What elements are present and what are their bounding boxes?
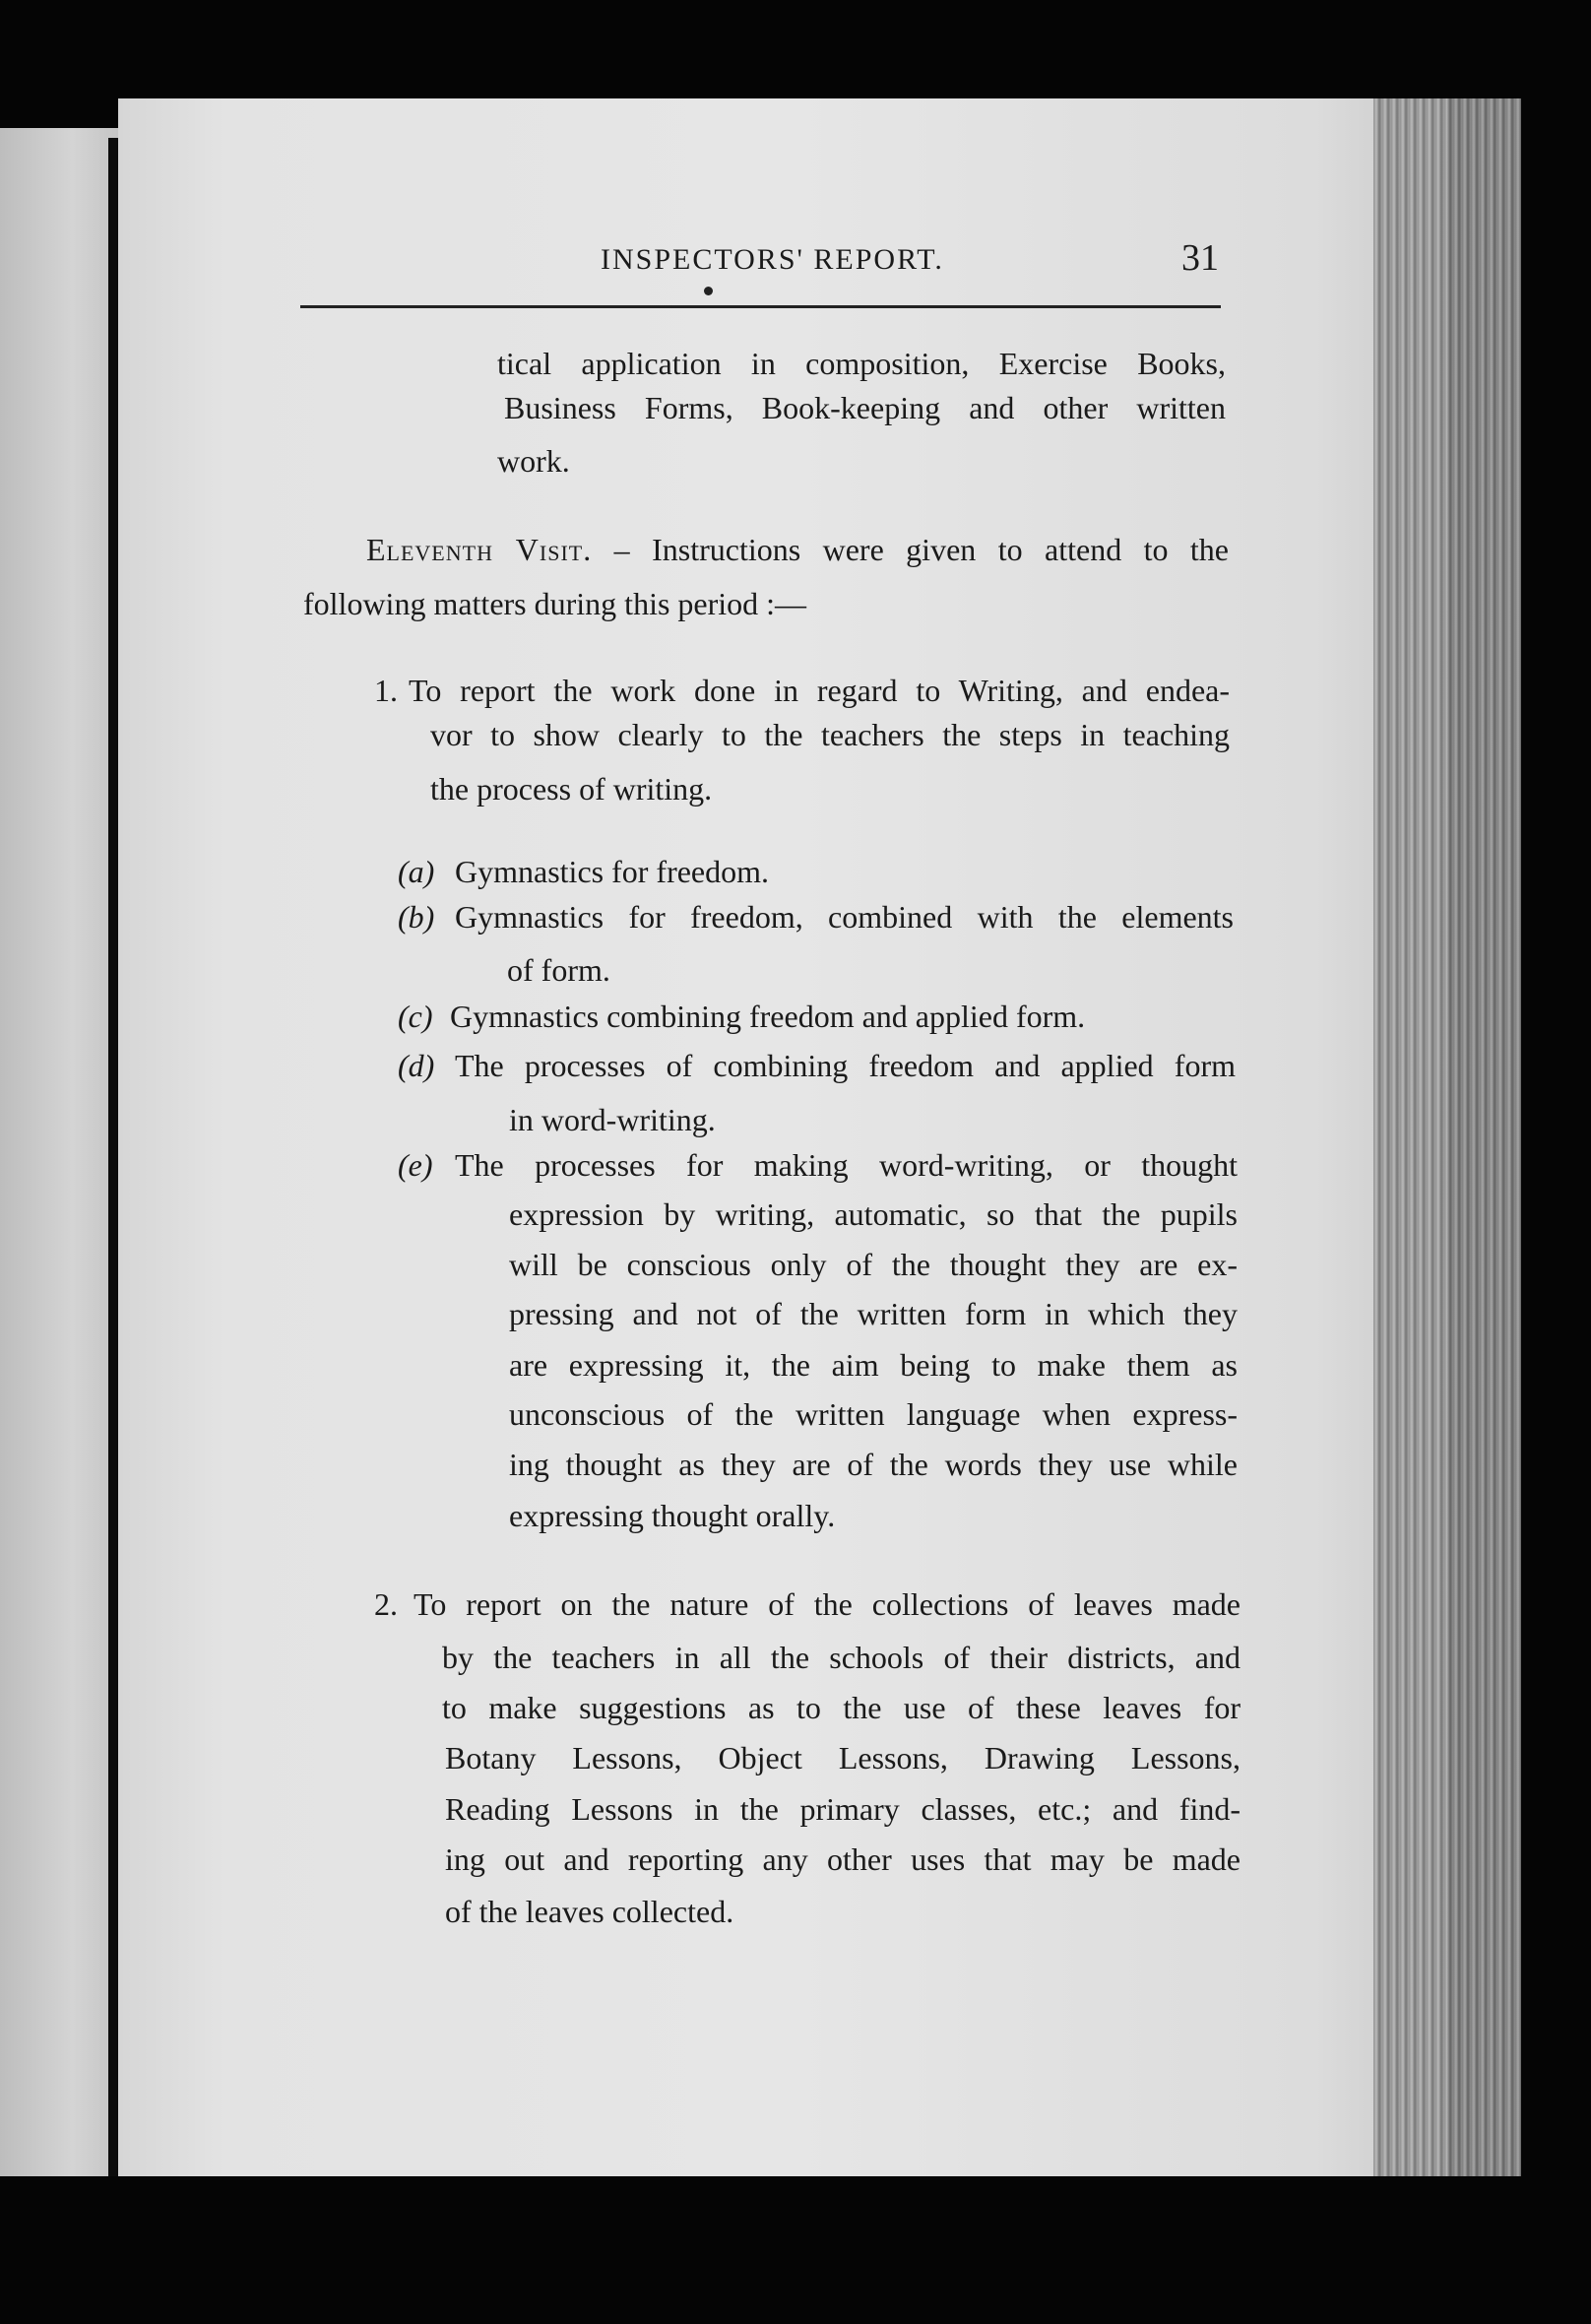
list-number: 1.: [374, 673, 398, 708]
subitem-line: ing thought as they are of the words they use while: [509, 1447, 1238, 1482]
list-item-line: To report the work done in regard to Writing, and endea-: [409, 673, 1230, 708]
subitem-line: Gymnastics combining freedom and applied form.: [450, 999, 1086, 1034]
subitem-line: Gymnastics for freedom.: [455, 854, 770, 889]
subitem-label: (e): [398, 1147, 433, 1183]
list-item-line: To report on the nature of the collections of leaves made: [414, 1586, 1241, 1622]
subitem-label: (d): [398, 1048, 435, 1083]
list-item-line: ing out and reporting any other uses that may be made: [445, 1841, 1241, 1877]
list-item-line: of the leaves collected.: [445, 1894, 734, 1929]
subitem-line: pressing and not of the written form in which they: [509, 1296, 1238, 1331]
subitem-line: expressing thought orally.: [509, 1498, 836, 1533]
list-item-line: to make suggestions as to the use of these leaves for: [442, 1690, 1241, 1725]
running-head: INSPECTORS' REPORT.: [601, 243, 944, 276]
page-number: 31: [1181, 237, 1219, 279]
text-line: Business Forms, Book-keeping and other written: [504, 390, 1226, 425]
subitem-line: of form.: [507, 952, 610, 988]
scan-background: [0, 2176, 1591, 2324]
text-line: following matters during this period :—: [303, 586, 807, 621]
subitem-line: The processes for making word-writing, or thought: [455, 1147, 1238, 1183]
list-item-line: Reading Lessons in the primary classes, etc.; and find-: [445, 1791, 1241, 1827]
subitem-line: Gymnastics for freedom, combined with the elements: [455, 899, 1234, 935]
list-item-line: vor to show clearly to the teachers the steps in teaching: [430, 717, 1230, 752]
subitem-line: expression by writing, automatic, so that the pupils: [509, 1196, 1238, 1232]
list-number: 2.: [374, 1586, 398, 1622]
subitem-line: will be conscious only of the thought they are ex-: [509, 1247, 1238, 1282]
text-line: work.: [497, 443, 570, 479]
subitem-line: unconscious of the written language when express-: [509, 1396, 1238, 1432]
visit-intro-line: Eleventh Visit. – Instructions were given to attend to the: [366, 532, 1230, 567]
subitem-label: (a): [398, 854, 435, 889]
list-item-line: by the teachers in all the schools of their districts, and: [442, 1640, 1241, 1675]
visit-heading: Eleventh Visit.: [366, 532, 593, 567]
list-item-line: Botany Lessons, Object Lessons, Drawing Lessons,: [445, 1740, 1241, 1775]
subitem-label: (b): [398, 899, 435, 935]
subitem-line: The processes of combining freedom and applied form: [455, 1048, 1236, 1083]
list-item-line: the process of writing.: [430, 771, 713, 807]
subitem-label: (c): [398, 999, 433, 1034]
facing-page-edge: [0, 128, 120, 2176]
text-line: tical application in composition, Exercise Books,: [497, 346, 1226, 381]
subitem-line: are expressing it, the aim being to make them as: [509, 1347, 1238, 1383]
header-ornament-dot: [704, 287, 713, 295]
header-rule: [300, 305, 1221, 308]
subitem-line: in word-writing.: [509, 1102, 716, 1137]
binding-gutter: [108, 138, 118, 2176]
page-stack-edges: [1373, 98, 1521, 2176]
